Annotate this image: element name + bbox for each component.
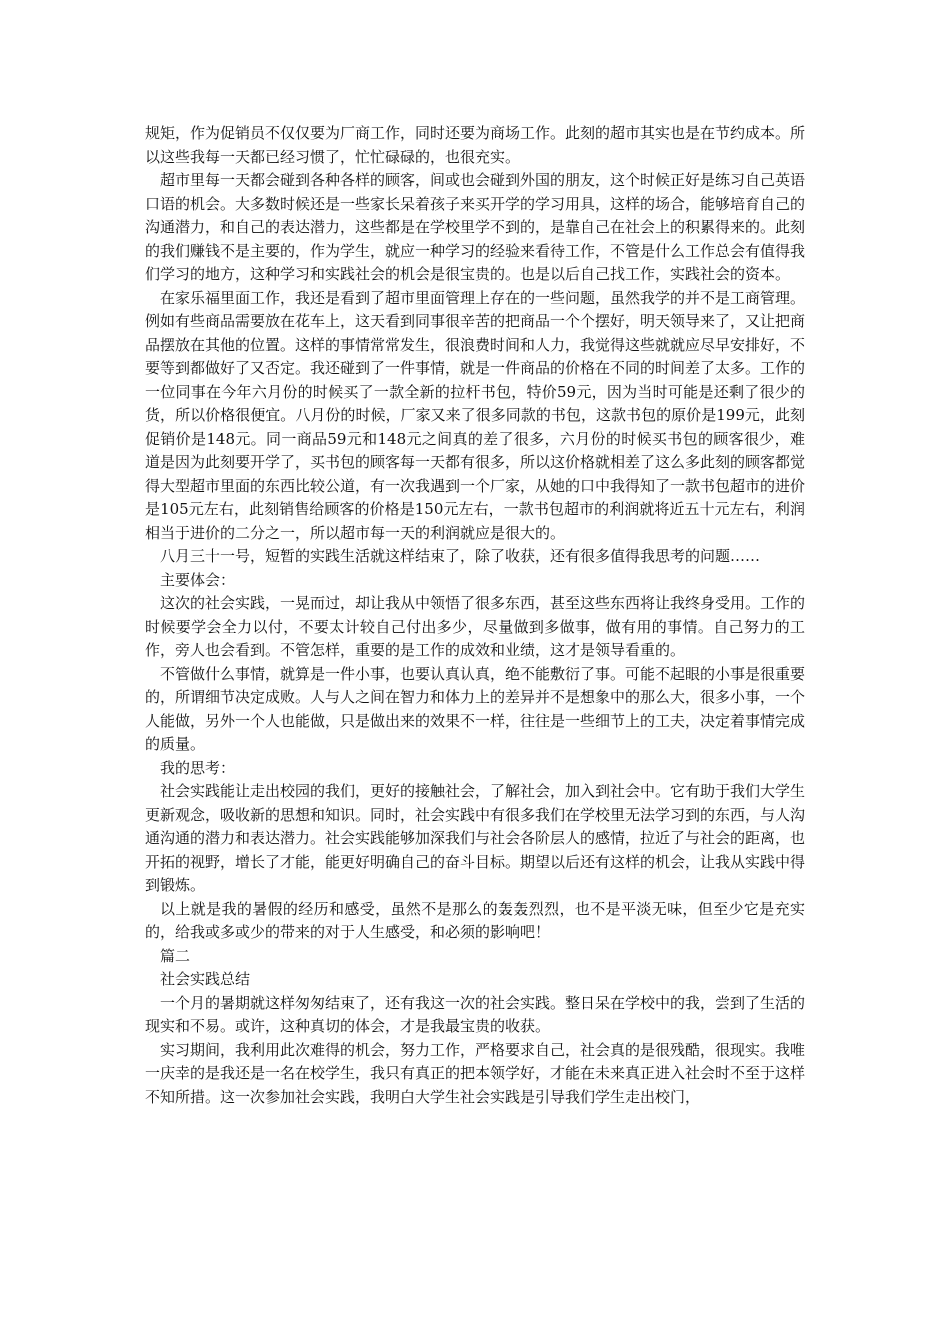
paragraph-8: 以上就是我的暑假的经历和感受，虽然不是那么的轰轰烈烈，也不是平淡无味，但至少它是充实的，给我或多或少的带来的对于人生感受，和必须的影响吧！: [145, 899, 805, 941]
section-heading-main-experience: 主要体会：: [160, 570, 236, 589]
document-page: [145, 122, 805, 1109]
paragraph-9: 一个月的暑期就这样匆匆结束了，还有我这一次的社会实践。整日呆在学校中的我，尝到了生活的现实和不易。或许，这种真切的体会，才是我最宝贵的收获。: [145, 993, 806, 1035]
paragraph-1: 规矩，作为促销员不仅仅要为厂商工作，同时还要为商场工作。此刻的超市其实也是在节约成本。所以这些我每一天都已经习惯了，忙忙碌碌的，也很充实。: [145, 124, 806, 166]
paragraph-4: 八月三十一号，短暂的实践生活就这样结束了，除了收获，还有很多值得我思考的问题……: [160, 547, 761, 565]
part-heading-2: 篇二: [160, 946, 191, 965]
document-title: 社会实践总结: [160, 970, 251, 988]
section-heading-my-thoughts: 我的思考：: [160, 758, 236, 777]
paragraph-7: 社会实践能让走出校园的我们，更好的接触社会，了解社会，加入到社会中。它有助于我们大学生更新观念，吸收新的思想和知识。同时，社会实践中有很多我们在学校里无法学习到的东西，与人沟通沟通的潜力和表达潜力。社会实践能够加深我们与社会各阶层人的感情，拉近了与社会的距离，也开拓的视野，增长了才能，能更好明确自己的奋斗目标。期望以后还有这样的机会，让我从实践中得到锻炼。: [145, 782, 806, 894]
paragraph-10: 实习期间，我利用此次难得的机会，努力工作，严格要求自己，社会真的是很残酷，很现实。我唯一庆幸的是我还是一名在校学生，我只有真正的把本领学好，才能在未来真正进入社会时不至于这样不知所措。这一次参加社会实践，我明白大学生社会实践是引导我们学生走出校门，: [145, 1040, 806, 1106]
paragraph-5: 这次的社会实践，一晃而过，却让我从中领悟了很多东西，甚至这些东西将让我终身受用。工作的时候要学会全力以付，不要太计较自己付出多少，尽量做到多做事，做有用的事情。自己努力的工作，旁人也会看到。不管怎样，重要的是工作的成效和业绩，这才是领导看重的。: [145, 594, 806, 659]
paragraph-6: 不管做什么事情，就算是一件小事，也要认真认真，绝不能敷衍了事。可能不起眼的小事是很重要的，所谓细节决定成败。人与人之间在智力和体力上的差异并不是想象中的那么大，很多小事，一个人能做，另外一个人也能做，只是做出来的效果不一样，往往是一些细节上的工夫，决定着事情完成的质量。: [145, 664, 806, 753]
paragraph-2: 超市里每一天都会碰到各种各样的顾客，间或也会碰到外国的朋友，这个时候正好是练习自己英语口语的机会。大多数时候还是一些家长呆着孩子来买开学的学习用具，这样的场合，能够培育自己的沟通潜力，和自己的表达潜力，这些都是在学校里学不到的，是靠自己在社会上的积累得来的。此刻的我们赚钱不是主要的，作为学生，就应一种学习的经验来看待工作，不管是什么工作总会有值得我们学习的地方，这种学习和实践社会的机会是很宝贵的。也是以后自己找工作，实践社会的资本。: [145, 171, 806, 283]
paragraph-3: 在家乐福里面工作，我还是看到了超市里面管理上存在的一些问题，虽然我学的并不是工商管理。例如有些商品需要放在花车上，这天看到同事很辛苦的把商品一个个摆好，明天领导来了，又让把商品摆放在其他的位置。这样的事情常常发生，很浪费时间和人力，我觉得这些就就应尽早安排好，不要等到都做好了又否定。我还碰到了一件事情，就是一件商品的价格在不同的时间差了太多。工作的一位同事在今年六月份的时候买了一款全新的拉杆书包，特价59元，因为当时可能是还剩了很少的货，所以价格很便宜。八月份的时候，厂家又来了很多同款的书包，这款书包的原价是199元，此刻促销价是148元。同一商品59元和148元之间真的差了很多，六月份的时候买书包的顾客很少，难道是因为此刻要开学了，买书包的顾客每一天都有很多，所以这价格就相差了这么多此刻的顾客都觉得大型超市里面的东西比较公道，有一次我遇到一个厂家，从她的口中我得知了一款书包超市的进价是105元左右，此刻销售给顾客的价格是150元左右，一款书包超市的利润就将近五十元左右，利润相当于进价的二分之一，所以超市每一天的利润就应是很大的。: [145, 288, 806, 542]
